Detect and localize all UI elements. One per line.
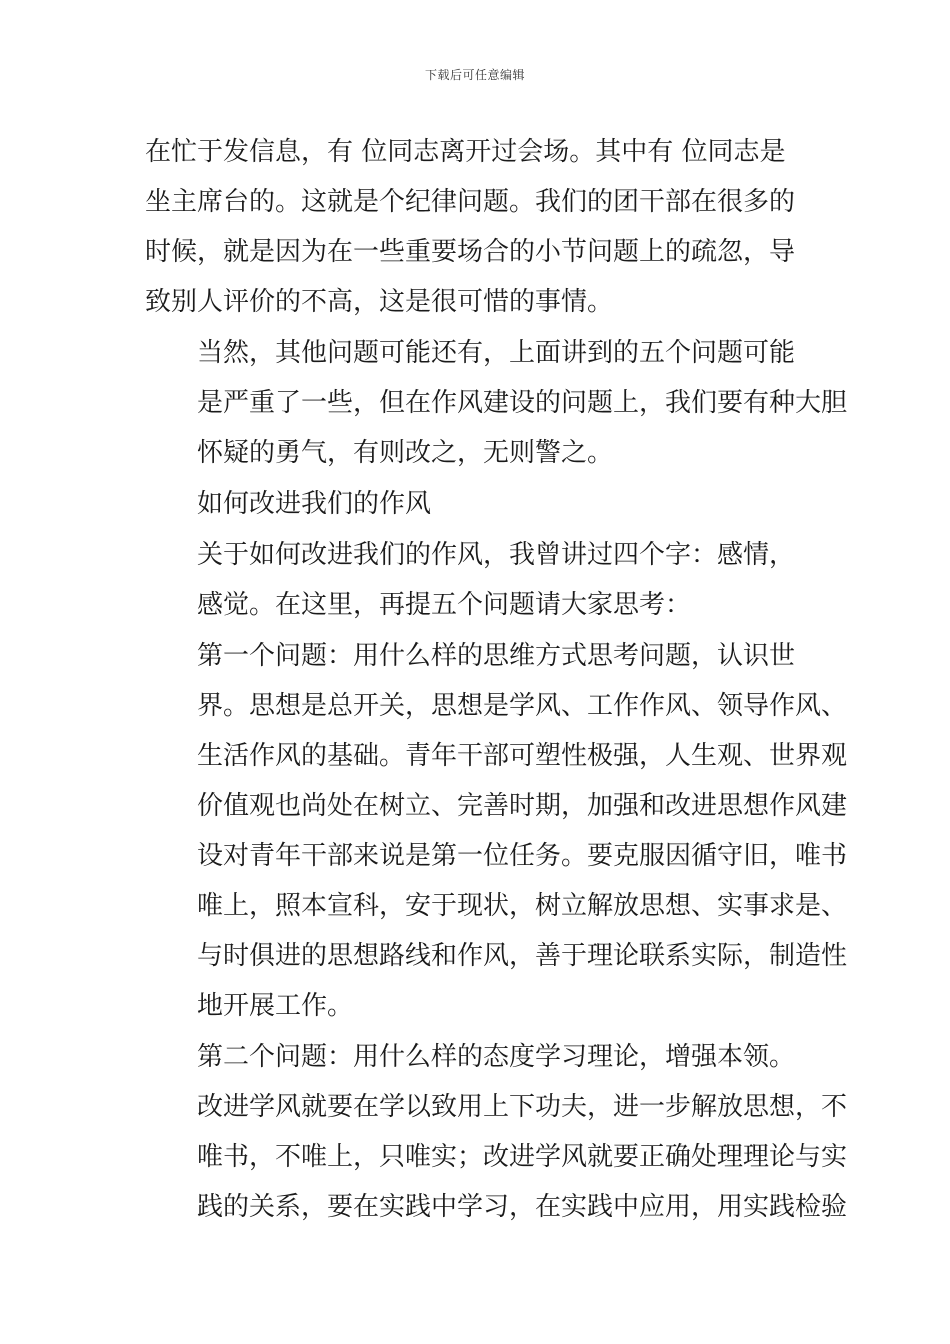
text-line: 地开展工作。 bbox=[197, 991, 354, 1021]
text-line: 怀疑的勇气，有则改之，无则警之。 bbox=[197, 438, 614, 468]
text-line: 关于如何改进我们的作风，我曾讲过四个字：感情， bbox=[197, 540, 796, 570]
paragraph bbox=[145, 1032, 848, 1232]
text-line: 界。思想是总开关，思想是学风、工作作风、领导作风、 bbox=[197, 691, 848, 721]
text-line: 第一个问题：用什么样的思维方式思考问题，认识世 bbox=[197, 641, 796, 671]
text-line: 与时俱进的思想路线和作风，善于理论联系实际，制造性 bbox=[197, 941, 848, 971]
paragraph bbox=[145, 631, 848, 1031]
paragraph bbox=[145, 328, 848, 478]
text-line: 当然，其他问题可能还有，上面讲到的五个问题可能 bbox=[197, 338, 796, 368]
paragraph bbox=[145, 530, 810, 630]
text-line: 感觉。在这里，再提五个问题请大家思考： bbox=[197, 590, 692, 620]
paragraph bbox=[145, 479, 810, 529]
page-header-note: 下载后可任意编辑 bbox=[424, 68, 525, 82]
text-line: 第二个问题：用什么样的态度学习理论，增强本领。 bbox=[197, 1042, 796, 1072]
text-line: 唯上，照本宣科，安于现状，树立解放思想、实事求是、 bbox=[197, 891, 848, 921]
text-line: 唯书，不唯上，只唯实；改进学风就要正确处理理论与实 bbox=[197, 1142, 848, 1172]
paragraph bbox=[145, 127, 810, 327]
text-line: 生活作风的基础。青年干部可塑性极强，人生观、世界观 bbox=[197, 741, 848, 771]
text-line: 如何改进我们的作风 bbox=[197, 489, 432, 519]
text-line: 践的关系，要在实践中学习，在实践中应用，用实践检验 bbox=[197, 1192, 848, 1222]
text-line: 设对青年干部来说是第一位任务。要克服因循守旧，唯书 bbox=[197, 841, 848, 871]
text-line: 致别人评价的不高，这是很可惜的事情。 bbox=[145, 287, 614, 317]
text-line: 改进学风就要在学以致用上下功夫，进一步解放思想，不 bbox=[197, 1092, 848, 1122]
document-body bbox=[145, 127, 848, 1233]
text-line: 是严重了一些，但在作风建设的问题上，我们要有种大胆 bbox=[197, 388, 848, 418]
text-line: 在忙于发信息，有 位同志离开过会场。其中有 位同志是 bbox=[145, 137, 786, 167]
text-line: 坐主席台的。这就是个纪律问题。我们的团干部在很多的 bbox=[145, 187, 796, 217]
text-line: 时候，就是因为在一些重要场合的小节问题上的疏忽，导 bbox=[145, 237, 796, 267]
text-line: 价值观也尚处在树立、完善时期，加强和改进思想作风建 bbox=[197, 791, 848, 821]
